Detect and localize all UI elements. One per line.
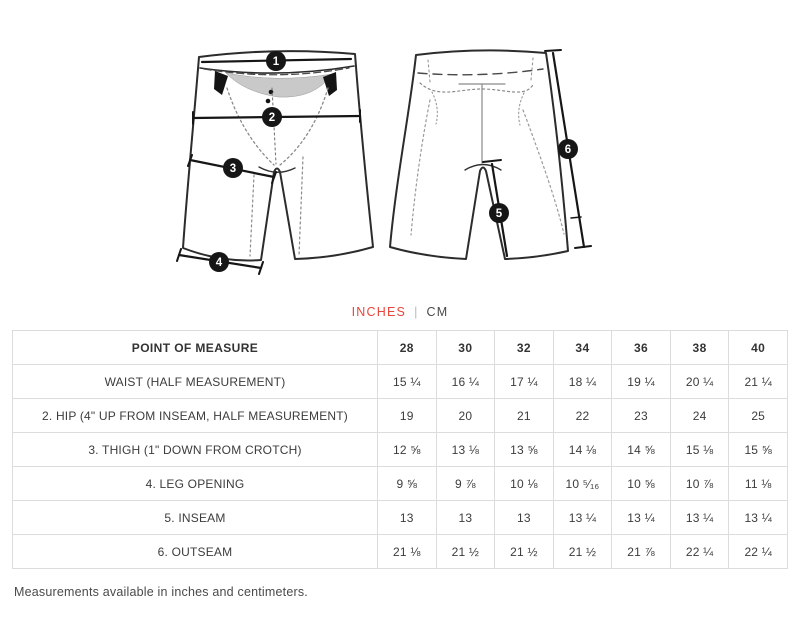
measure-value: 15 ¼ <box>378 365 437 399</box>
measure-value: 13 ⅝ <box>495 433 554 467</box>
measure-marker-4 <box>209 252 229 272</box>
back-outline <box>390 50 568 259</box>
col-header-size-30: 30 <box>436 331 495 365</box>
measure-marker-5 <box>489 203 509 223</box>
measure-value: 19 ¼ <box>612 365 671 399</box>
measure-value: 22 <box>553 399 612 433</box>
measure-value: 12 ⅝ <box>378 433 437 467</box>
measure-label: 4. LEG OPENING <box>13 467 378 501</box>
size-chart-header-row <box>13 331 788 365</box>
measure-value: 22 ¼ <box>670 535 729 569</box>
size-chart-row <box>13 535 788 569</box>
measure-value: 21 ½ <box>495 535 554 569</box>
measure-value: 21 <box>495 399 554 433</box>
col-header-size-28: 28 <box>378 331 437 365</box>
size-chart-table <box>12 330 788 569</box>
measure-value: 13 <box>378 501 437 535</box>
measure-value: 13 ¼ <box>612 501 671 535</box>
measure-value: 14 ⅛ <box>553 433 612 467</box>
measure-value: 14 ⅝ <box>612 433 671 467</box>
size-chart-row <box>13 365 788 399</box>
measure-value: 22 ¼ <box>729 535 788 569</box>
measure-label: 6. OUTSEAM <box>13 535 378 569</box>
col-header-size-38: 38 <box>670 331 729 365</box>
svg-text:5: 5 <box>495 208 503 220</box>
measure-value: 13 ⅛ <box>436 433 495 467</box>
measure-value: 13 ¼ <box>729 501 788 535</box>
measure-value: 15 ⅝ <box>729 433 788 467</box>
measure-value: 18 ¼ <box>553 365 612 399</box>
measure-value: 10 ⅝ <box>612 467 671 501</box>
measure-marker-2 <box>262 107 282 127</box>
shorts-measurement-diagram <box>0 0 800 300</box>
units-option-inches[interactable]: INCHES <box>351 305 407 319</box>
measure-value: 20 ¼ <box>670 365 729 399</box>
measure-value: 9 ⅞ <box>436 467 495 501</box>
measure-label: 2. HIP (4" UP FROM INSEAM, HALF MEASUREMENT) <box>13 399 378 433</box>
col-header-size-32: 32 <box>495 331 554 365</box>
col-header-point-of-measure: POINT OF MEASURE <box>13 331 378 365</box>
shorts-front-view <box>177 51 373 274</box>
svg-text:6: 6 <box>564 144 572 156</box>
measure-label: 5. INSEAM <box>13 501 378 535</box>
measure-value: 13 <box>436 501 495 535</box>
measure-value: 21 ¼ <box>729 365 788 399</box>
measure-value: 9 ⅝ <box>378 467 437 501</box>
front-button-bottom <box>266 99 271 104</box>
measure-value: 23 <box>612 399 671 433</box>
size-chart-body <box>13 365 788 569</box>
measure-value: 13 <box>495 501 554 535</box>
measure-value: 10 ⅞ <box>670 467 729 501</box>
col-header-size-40: 40 <box>729 331 788 365</box>
measure-marker-3 <box>223 158 243 178</box>
measure-value: 21 ½ <box>553 535 612 569</box>
measure-value: 17 ¼ <box>495 365 554 399</box>
measure-value: 20 <box>436 399 495 433</box>
col-header-size-34: 34 <box>553 331 612 365</box>
size-chart-row <box>13 433 788 467</box>
svg-text:4: 4 <box>215 257 223 269</box>
measure-value: 21 ½ <box>436 535 495 569</box>
measure-value: 21 ⅛ <box>378 535 437 569</box>
measure-value: 10 ⅛ <box>495 467 554 501</box>
measurements-footnote: Measurements available in inches and centimeters. <box>14 585 308 599</box>
size-chart-row <box>13 501 788 535</box>
svg-text:2: 2 <box>268 112 276 124</box>
measure-value: 25 <box>729 399 788 433</box>
svg-text:3: 3 <box>229 163 237 175</box>
col-header-size-36: 36 <box>612 331 671 365</box>
measure-value: 24 <box>670 399 729 433</box>
size-chart-row <box>13 467 788 501</box>
units-toggle <box>0 302 800 322</box>
measure-value: 11 ⅛ <box>729 467 788 501</box>
size-chart-row <box>13 399 788 433</box>
measure-value: 10 ⁵⁄₁₆ <box>553 467 612 501</box>
measure-value: 15 ⅛ <box>670 433 729 467</box>
measure-value: 13 ¼ <box>553 501 612 535</box>
units-option-cm[interactable]: CM <box>426 305 449 319</box>
measure-value: 19 <box>378 399 437 433</box>
measure-marker-6 <box>558 139 578 159</box>
units-separator: | <box>414 305 419 319</box>
measure-value: 13 ¼ <box>670 501 729 535</box>
measure-value: 21 ⅞ <box>612 535 671 569</box>
svg-text:1: 1 <box>272 56 280 68</box>
measure-label: 3. THIGH (1" DOWN FROM CROTCH) <box>13 433 378 467</box>
measure-label: WAIST (HALF MEASUREMENT) <box>13 365 378 399</box>
measure-marker-1 <box>266 51 286 71</box>
shorts-diagram-svg <box>0 0 800 300</box>
measure-value: 16 ¼ <box>436 365 495 399</box>
